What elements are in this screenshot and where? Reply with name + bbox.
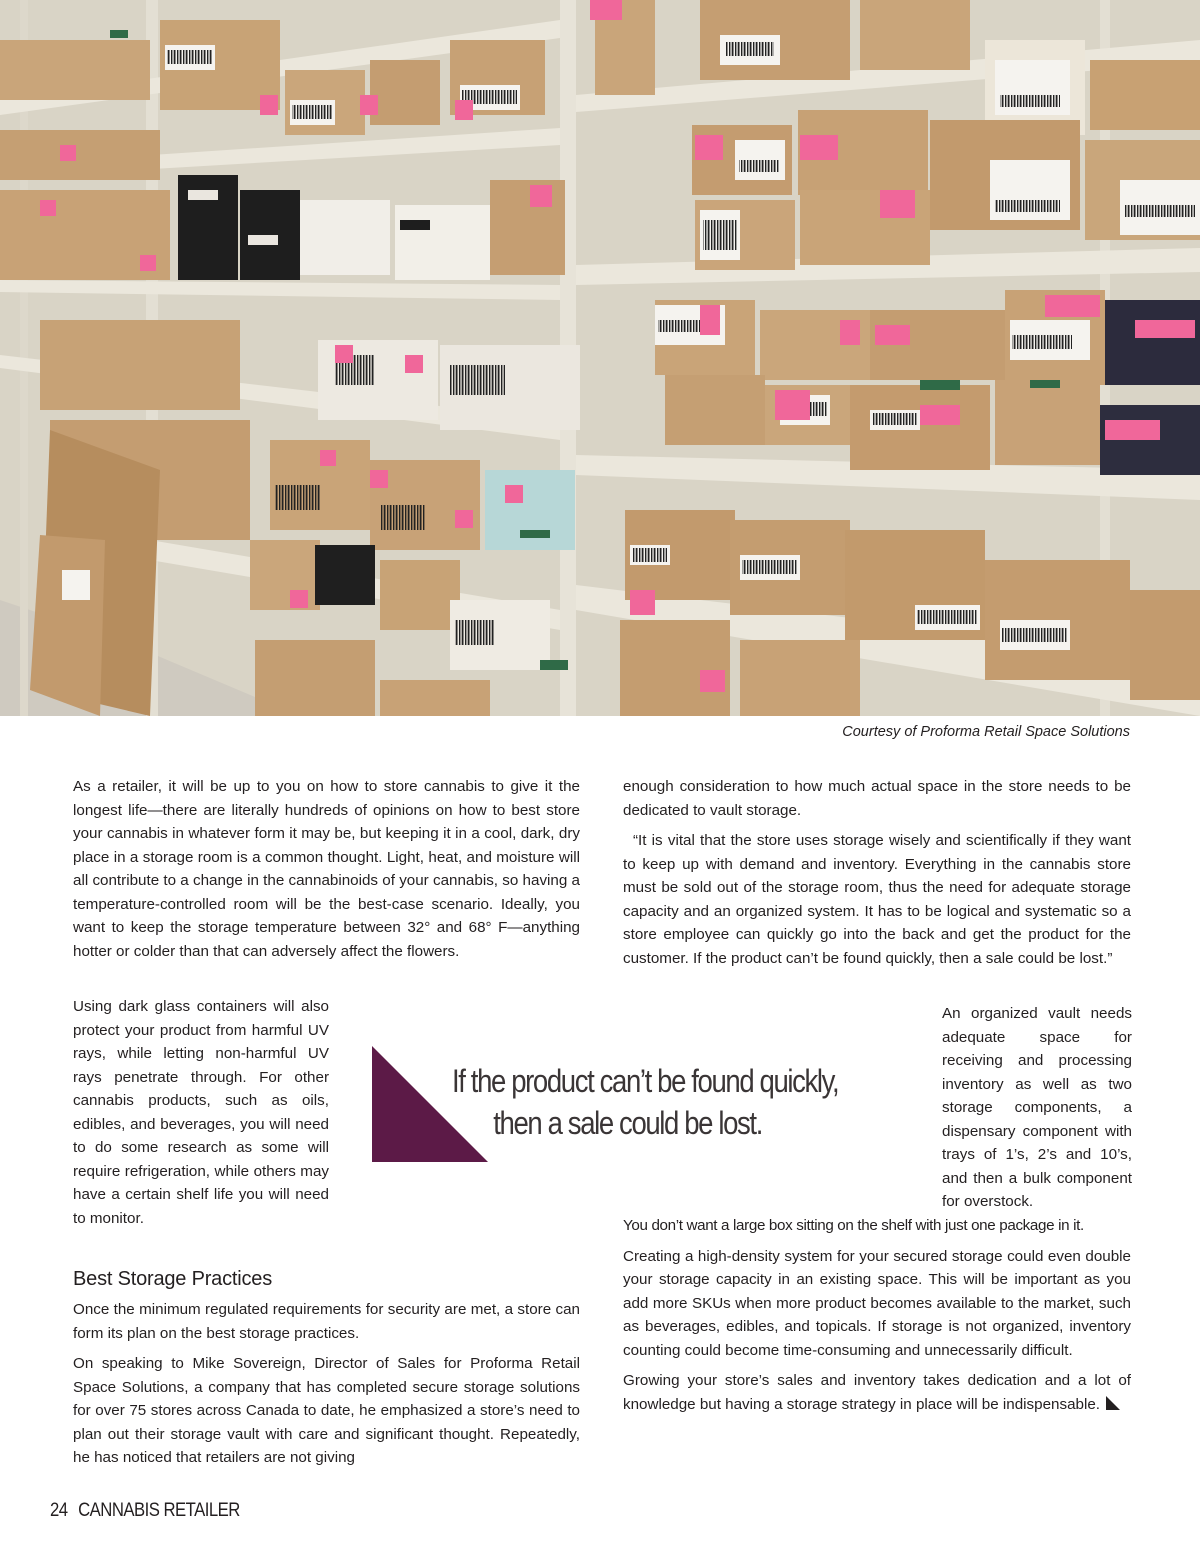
paragraph: As a retailer, it will be up to you on how to store cannabis to give it the longest life—there are literally hundreds of opinions on how to best store your cannabis in whatever form it may be, but keeping it in a cool, dark, dry place in a storage room is a common thought. Light, heat, and moisture will all contribute to a change in the cannabinoids of your cannabis, so having a temperature-controlled room will be the best-case scenario. Ideally, you want to keep the storage temperature between 32° and 68° F—anything hotter or colder than that can adversely affect the flowers.	[73, 778, 580, 960]
photo-caption: Courtesy of Proforma Retail Space Solutions	[842, 724, 1130, 740]
paragraph: enough consideration to how much actual space in the store needs to be dedicated to vault storage.	[623, 778, 1131, 819]
pull-quote	[372, 1046, 902, 1166]
quote-paragraph: “It is vital that the store uses storage wisely and scientifically if they want to keep up with demand and inventory. Everything in the cannabis store must be sold out of the storage room, thus the need for adequate storage capacity and an organized system. It has to be logical and systematic so a store employee can quickly go into the back and get the product for the customer. If the product can’t be found quickly, then a sale could be lost.”	[623, 832, 1131, 967]
paragraph: On speaking to Mike Sovereign, Director of Sales for Proforma Retail Space Solutions, a company that has completed secure storage solutions for over 75 stores across Canada to date, he emphasized a store’s need to plan out their storage vault with care and significant thought. Repeatedly, he has noticed that retailers are not giving	[73, 1355, 580, 1466]
page-number: 24	[50, 1500, 68, 1521]
right-column-bottom	[623, 1214, 1131, 1416]
paragraph: Using dark glass containers will also protect your product from harmful UV rays, while letting non-harmful UV rays penetrate through. For other cannabis products, such as oils, edibles, and beverages, you will need to do some research as some will require refrigeration, while others may have a certain shelf life you will need to monitor.	[73, 998, 329, 1227]
left-column-top	[73, 775, 580, 963]
left-column-bottom	[73, 1266, 580, 1470]
paragraph: An organized vault needs adequate space for receiving and processing inventory as well as two storage components, a dispensary component with trays of 1’s, 2’s and 10’s, and then a bulk component for overstock.	[942, 1005, 1132, 1210]
right-column-top	[623, 775, 1131, 970]
storage-shelves-illustration	[0, 0, 1200, 716]
paragraph-continuation: You don’t want a large box sitting on the shelf with just one package in it.	[623, 1217, 1084, 1234]
page-footer	[50, 1500, 240, 1522]
closing-text: Growing your store’s sales and inventory takes dedication and a lot of knowledge but having a storage strategy in place will be indispensable.	[623, 1372, 1131, 1413]
pull-quote-line-1: If the product can’t be found quickly,	[452, 1063, 839, 1099]
hero-photo	[0, 0, 1200, 716]
closing-paragraph	[623, 1369, 1131, 1416]
paragraph: Once the minimum regulated requirements for security are met, a store can form its plan on the best storage practices.	[73, 1301, 580, 1342]
pull-quote-text	[452, 1060, 839, 1144]
right-column-wrap	[942, 1002, 1132, 1214]
publication-name: CANNABIS RETAILER	[78, 1500, 240, 1521]
left-column-wrap	[73, 995, 329, 1230]
paragraph: Creating a high-density system for your secured storage could even double your storage capacity in an existing space. This will be important as you add more SKUs when more product becomes available to the market, such as beverages, edibles, and topicals. If storage is not organized, inventory counting could become time-consuming and unnecessarily difficult.	[623, 1247, 1131, 1359]
end-of-article-icon	[1106, 1396, 1120, 1410]
pull-quote-line-2: then a sale could be lost.	[493, 1105, 762, 1141]
section-heading: Best Storage Practices	[73, 1268, 273, 1290]
